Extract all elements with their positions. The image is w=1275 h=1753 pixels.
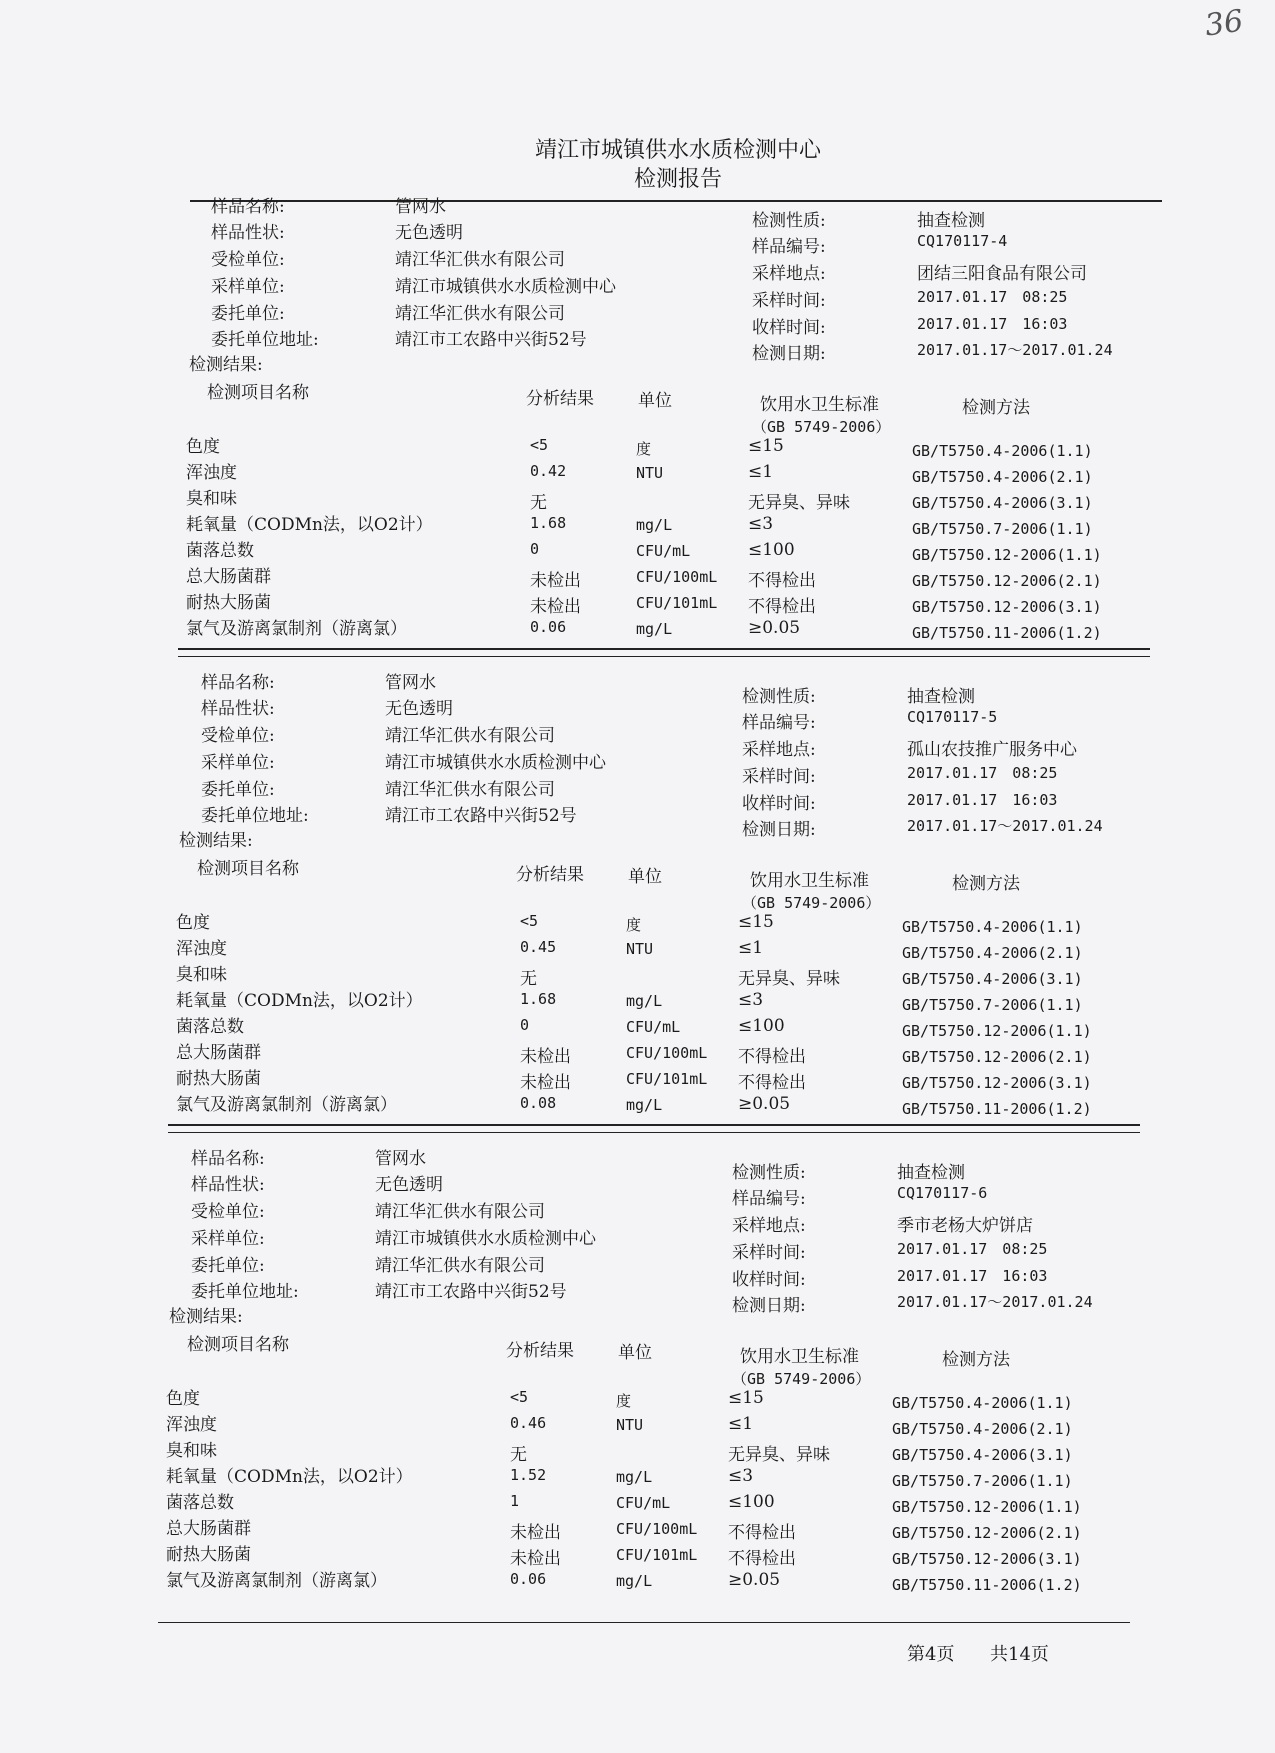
value-sampling-unit: 靖江市城镇供水水质检测中心	[395, 277, 616, 297]
row-item-name: 耗氧量（CODMn法，以O2计）	[186, 515, 433, 535]
label-sampling-unit: 采样单位:	[191, 1229, 265, 1249]
sample-block	[0, 952, 1100, 1594]
row-method: GB/T5750.12-2006(1.1)	[892, 1498, 1082, 1516]
value-sample-name: 管网水	[395, 197, 446, 217]
row-standard: ≤100	[728, 1492, 775, 1512]
col-header-method: 检测方法	[942, 1350, 1010, 1370]
label-test-date: 检测日期:	[732, 1296, 806, 1316]
row-result: 0.46	[510, 1414, 547, 1432]
label-sample-name: 样品名称:	[201, 673, 275, 693]
row-standard: ≤3	[738, 990, 764, 1010]
label-receive-time: 收样时间:	[752, 318, 826, 338]
row-result: 0.45	[520, 938, 557, 956]
label-test-nature: 检测性质:	[742, 687, 816, 707]
row-unit: mg/L	[636, 516, 673, 534]
row-standard: ≥0.05	[738, 1094, 791, 1114]
row-result: 未检出	[520, 1047, 571, 1067]
row-unit: NTU	[636, 464, 664, 482]
row-result: 未检出	[510, 1523, 561, 1543]
col-header-standard: 饮用水卫生标准	[740, 1347, 859, 1367]
row-item-name: 色度	[186, 437, 220, 457]
row-item-name: 臭和味	[166, 1441, 217, 1461]
bottom-rule	[158, 1622, 1130, 1623]
row-standard: 无异臭、异味	[748, 493, 850, 513]
label-sample-trait: 样品性状:	[191, 1175, 265, 1195]
doc-title: 检测报告	[633, 167, 722, 192]
row-method: GB/T5750.12-2006(3.1)	[902, 1074, 1092, 1092]
sample-block	[0, 476, 1110, 1118]
org-title: 靖江市城镇供水水质检测中心	[534, 138, 821, 163]
row-unit: NTU	[626, 940, 654, 958]
row-result: 0.42	[530, 462, 567, 480]
value-inspected-unit: 靖江华汇供水有限公司	[395, 250, 565, 270]
label-commission-addr: 委托单位地址:	[201, 806, 309, 826]
row-method: GB/T5750.4-2006(3.1)	[902, 970, 1083, 988]
row-method: GB/T5750.4-2006(2.1)	[912, 468, 1093, 486]
row-standard: 不得检出	[728, 1523, 796, 1543]
row-method: GB/T5750.4-2006(1.1)	[902, 918, 1083, 936]
row-item-name: 总大肠菌群	[166, 1519, 251, 1539]
value-sampling-time: 2017.01.17 08:25	[897, 1240, 1048, 1258]
row-standard: ≤1	[738, 938, 764, 958]
value-test-nature: 抽查检测	[897, 1163, 965, 1183]
label-sample-no: 样品编号:	[732, 1189, 806, 1209]
row-method: GB/T5750.7-2006(1.1)	[892, 1472, 1073, 1490]
handwritten-page-mark: 36	[1202, 3, 1246, 44]
row-method: GB/T5750.7-2006(1.1)	[912, 520, 1093, 538]
row-result: 1	[510, 1492, 520, 1510]
value-inspected-unit: 靖江华汇供水有限公司	[385, 726, 555, 746]
row-result: 未检出	[530, 571, 581, 591]
col-header-unit: 单位	[618, 1343, 652, 1363]
value-commission-unit: 靖江华汇供水有限公司	[385, 780, 555, 800]
results-label: 检测结果:	[169, 1307, 243, 1327]
label-commission-unit: 委托单位:	[211, 304, 285, 324]
col-header-item: 检测项目名称	[187, 1335, 289, 1355]
row-item-name: 菌落总数	[186, 541, 254, 561]
row-result: 0.08	[520, 1094, 557, 1112]
col-header-result: 分析结果	[516, 865, 584, 885]
row-standard: 无异臭、异味	[728, 1445, 830, 1465]
row-result: 1.52	[510, 1466, 547, 1484]
label-commission-addr: 委托单位地址:	[191, 1282, 299, 1302]
col-header-result: 分析结果	[526, 389, 594, 409]
row-unit: 度	[636, 440, 652, 458]
results-label: 检测结果:	[179, 831, 253, 851]
row-result: 0.06	[510, 1570, 547, 1588]
row-item-name: 氯气及游离氯制剂（游离氯）	[176, 1095, 397, 1115]
label-receive-time: 收样时间:	[732, 1270, 806, 1290]
value-test-date: 2017.01.17～2017.01.24	[907, 817, 1103, 835]
row-result: 未检出	[530, 597, 581, 617]
row-standard: ≤15	[738, 912, 774, 932]
label-sample-name: 样品名称:	[211, 197, 285, 217]
row-standard: ≤1	[748, 462, 774, 482]
value-receive-time: 2017.01.17 16:03	[907, 791, 1058, 809]
row-standard: 不得检出	[748, 597, 816, 617]
label-sample-no: 样品编号:	[742, 713, 816, 733]
row-unit: 度	[626, 916, 642, 934]
results-label: 检测结果:	[189, 355, 263, 375]
value-sample-trait: 无色透明	[375, 1175, 443, 1195]
label-sampling-place: 采样地点:	[732, 1216, 806, 1236]
row-standard: ≤15	[728, 1388, 764, 1408]
row-method: GB/T5750.4-2006(3.1)	[912, 494, 1093, 512]
value-sample-name: 管网水	[375, 1149, 426, 1169]
value-sampling-time: 2017.01.17 08:25	[917, 288, 1068, 306]
label-sample-trait: 样品性状:	[201, 699, 275, 719]
row-item-name: 总大肠菌群	[176, 1043, 261, 1063]
col-header-result: 分析结果	[506, 1341, 574, 1361]
col-header-standard-code: （GB 5749-2006）	[742, 894, 881, 912]
label-receive-time: 收样时间:	[742, 794, 816, 814]
value-sample-no: CQ170117-6	[897, 1184, 988, 1202]
row-result: 无	[510, 1445, 527, 1465]
row-standard: ≤100	[748, 540, 795, 560]
col-header-item: 检测项目名称	[197, 859, 299, 879]
row-result: 0.06	[530, 618, 567, 636]
value-test-nature: 抽查检测	[917, 211, 985, 231]
row-item-name: 色度	[166, 1389, 200, 1409]
row-item-name: 臭和味	[176, 965, 227, 985]
label-sample-name: 样品名称:	[191, 1149, 265, 1169]
row-result: 未检出	[520, 1073, 571, 1093]
row-item-name: 浑浊度	[166, 1415, 217, 1435]
row-unit: CFU/101mL	[636, 594, 718, 612]
value-sample-trait: 无色透明	[395, 223, 463, 243]
col-header-standard-code: （GB 5749-2006）	[732, 1370, 871, 1388]
row-item-name: 浑浊度	[186, 463, 237, 483]
col-header-standard-code: （GB 5749-2006）	[752, 418, 891, 436]
value-test-date: 2017.01.17～2017.01.24	[897, 1293, 1093, 1311]
row-unit: CFU/100mL	[636, 568, 718, 586]
label-test-date: 检测日期:	[752, 344, 826, 364]
row-standard: ≤15	[748, 436, 784, 456]
row-method: GB/T5750.4-2006(2.1)	[892, 1420, 1073, 1438]
value-sampling-unit: 靖江市城镇供水水质检测中心	[385, 753, 606, 773]
sample-block	[0, 0, 1120, 642]
row-standard: ≤3	[728, 1466, 754, 1486]
label-test-nature: 检测性质:	[732, 1163, 806, 1183]
value-sampling-time: 2017.01.17 08:25	[907, 764, 1058, 782]
row-method: GB/T5750.11-2006(1.2)	[912, 624, 1102, 642]
value-receive-time: 2017.01.17 16:03	[917, 315, 1068, 333]
value-commission-unit: 靖江华汇供水有限公司	[395, 304, 565, 324]
row-result: <5	[510, 1388, 529, 1406]
label-inspected-unit: 受检单位:	[201, 726, 275, 746]
row-unit: 度	[616, 1392, 632, 1410]
col-header-standard: 饮用水卫生标准	[750, 871, 869, 891]
row-result: 未检出	[510, 1549, 561, 1569]
row-method: GB/T5750.12-2006(1.1)	[912, 546, 1102, 564]
row-standard: ≥0.05	[728, 1570, 781, 1590]
row-method: GB/T5750.11-2006(1.2)	[902, 1100, 1092, 1118]
row-item-name: 总大肠菌群	[186, 567, 271, 587]
value-commission-addr: 靖江市工农路中兴街52号	[375, 1282, 567, 1302]
label-commission-addr: 委托单位地址:	[211, 330, 319, 350]
row-result: <5	[530, 436, 549, 454]
row-item-name: 菌落总数	[166, 1493, 234, 1513]
row-item-name: 氯气及游离氯制剂（游离氯）	[186, 619, 407, 639]
row-result: 0	[520, 1016, 530, 1034]
label-sample-no: 样品编号:	[752, 237, 826, 257]
row-result: 0	[530, 540, 540, 558]
row-unit: CFU/101mL	[616, 1546, 698, 1564]
row-method: GB/T5750.7-2006(1.1)	[902, 996, 1083, 1014]
row-item-name: 氯气及游离氯制剂（游离氯）	[166, 1571, 387, 1591]
value-commission-addr: 靖江市工农路中兴街52号	[395, 330, 587, 350]
row-method: GB/T5750.4-2006(1.1)	[912, 442, 1093, 460]
row-method: GB/T5750.12-2006(2.1)	[902, 1048, 1092, 1066]
col-header-unit: 单位	[628, 867, 662, 887]
row-unit: CFU/100mL	[626, 1044, 708, 1062]
value-test-nature: 抽查检测	[907, 687, 975, 707]
row-item-name: 耐热大肠菌	[176, 1069, 261, 1089]
row-item-name: 浑浊度	[176, 939, 227, 959]
col-header-method: 检测方法	[962, 398, 1030, 418]
label-commission-unit: 委托单位:	[191, 1256, 265, 1276]
row-standard: ≤1	[728, 1414, 754, 1434]
page-total: 共14页	[990, 1644, 1049, 1665]
row-unit: CFU/mL	[626, 1018, 681, 1036]
row-item-name: 耐热大肠菌	[166, 1545, 251, 1565]
label-test-date: 检测日期:	[742, 820, 816, 840]
value-sampling-place: 季市老杨大炉饼店	[897, 1216, 1033, 1236]
row-item-name: 耐热大肠菌	[186, 593, 271, 613]
label-sampling-unit: 采样单位:	[211, 277, 285, 297]
col-header-standard: 饮用水卫生标准	[760, 395, 879, 415]
label-sampling-time: 采样时间:	[732, 1243, 806, 1263]
row-method: GB/T5750.12-2006(2.1)	[912, 572, 1102, 590]
value-sample-no: CQ170117-5	[907, 708, 998, 726]
label-sample-trait: 样品性状:	[211, 223, 285, 243]
row-method: GB/T5750.12-2006(3.1)	[892, 1550, 1082, 1568]
row-result: 无	[530, 493, 547, 513]
row-standard: ≤100	[738, 1016, 785, 1036]
row-unit: NTU	[616, 1416, 644, 1434]
row-method: GB/T5750.12-2006(2.1)	[892, 1524, 1082, 1542]
row-item-name: 色度	[176, 913, 210, 933]
value-receive-time: 2017.01.17 16:03	[897, 1267, 1048, 1285]
value-sampling-place: 孤山农技推广服务中心	[907, 740, 1077, 760]
value-sample-trait: 无色透明	[385, 699, 453, 719]
row-standard: ≥0.05	[748, 618, 801, 638]
label-sampling-time: 采样时间:	[752, 291, 826, 311]
row-unit: mg/L	[636, 620, 673, 638]
row-result: 1.68	[530, 514, 567, 532]
value-sample-name: 管网水	[385, 673, 436, 693]
row-method: GB/T5750.11-2006(1.2)	[892, 1576, 1082, 1594]
row-unit: CFU/mL	[616, 1494, 671, 1512]
value-commission-addr: 靖江市工农路中兴街52号	[385, 806, 577, 826]
row-unit: CFU/100mL	[616, 1520, 698, 1538]
label-sampling-time: 采样时间:	[742, 767, 816, 787]
row-unit: mg/L	[616, 1572, 653, 1590]
col-header-method: 检测方法	[952, 874, 1020, 894]
row-method: GB/T5750.4-2006(3.1)	[892, 1446, 1073, 1464]
row-unit: mg/L	[616, 1468, 653, 1486]
label-sampling-unit: 采样单位:	[201, 753, 275, 773]
row-unit: CFU/mL	[636, 542, 691, 560]
label-inspected-unit: 受检单位:	[191, 1202, 265, 1222]
value-test-date: 2017.01.17～2017.01.24	[917, 341, 1113, 359]
value-sample-no: CQ170117-4	[917, 232, 1008, 250]
row-item-name: 耗氧量（CODMn法，以O2计）	[176, 991, 423, 1011]
page-number: 第4页	[907, 1644, 955, 1665]
row-item-name: 耗氧量（CODMn法，以O2计）	[166, 1467, 413, 1487]
col-header-unit: 单位	[638, 391, 672, 411]
row-unit: mg/L	[626, 992, 663, 1010]
label-sampling-place: 采样地点:	[752, 264, 826, 284]
label-sampling-place: 采样地点:	[742, 740, 816, 760]
row-unit: CFU/101mL	[626, 1070, 708, 1088]
row-standard: 不得检出	[738, 1047, 806, 1067]
row-standard: 不得检出	[738, 1073, 806, 1093]
row-standard: 不得检出	[748, 571, 816, 591]
row-standard: 不得检出	[728, 1549, 796, 1569]
row-result: 无	[520, 969, 537, 989]
row-method: GB/T5750.4-2006(2.1)	[902, 944, 1083, 962]
row-method: GB/T5750.4-2006(1.1)	[892, 1394, 1073, 1412]
value-sampling-unit: 靖江市城镇供水水质检测中心	[375, 1229, 596, 1249]
row-standard: ≤3	[748, 514, 774, 534]
label-commission-unit: 委托单位:	[201, 780, 275, 800]
row-method: GB/T5750.12-2006(3.1)	[912, 598, 1102, 616]
row-standard: 无异臭、异味	[738, 969, 840, 989]
col-header-item: 检测项目名称	[207, 383, 309, 403]
row-item-name: 臭和味	[186, 489, 237, 509]
value-commission-unit: 靖江华汇供水有限公司	[375, 1256, 545, 1276]
row-unit: mg/L	[626, 1096, 663, 1114]
value-inspected-unit: 靖江华汇供水有限公司	[375, 1202, 545, 1222]
row-item-name: 菌落总数	[176, 1017, 244, 1037]
value-sampling-place: 团结三阳食品有限公司	[917, 264, 1087, 284]
row-result: 1.68	[520, 990, 557, 1008]
row-result: <5	[520, 912, 539, 930]
label-test-nature: 检测性质:	[752, 211, 826, 231]
row-method: GB/T5750.12-2006(1.1)	[902, 1022, 1092, 1040]
label-inspected-unit: 受检单位:	[211, 250, 285, 270]
